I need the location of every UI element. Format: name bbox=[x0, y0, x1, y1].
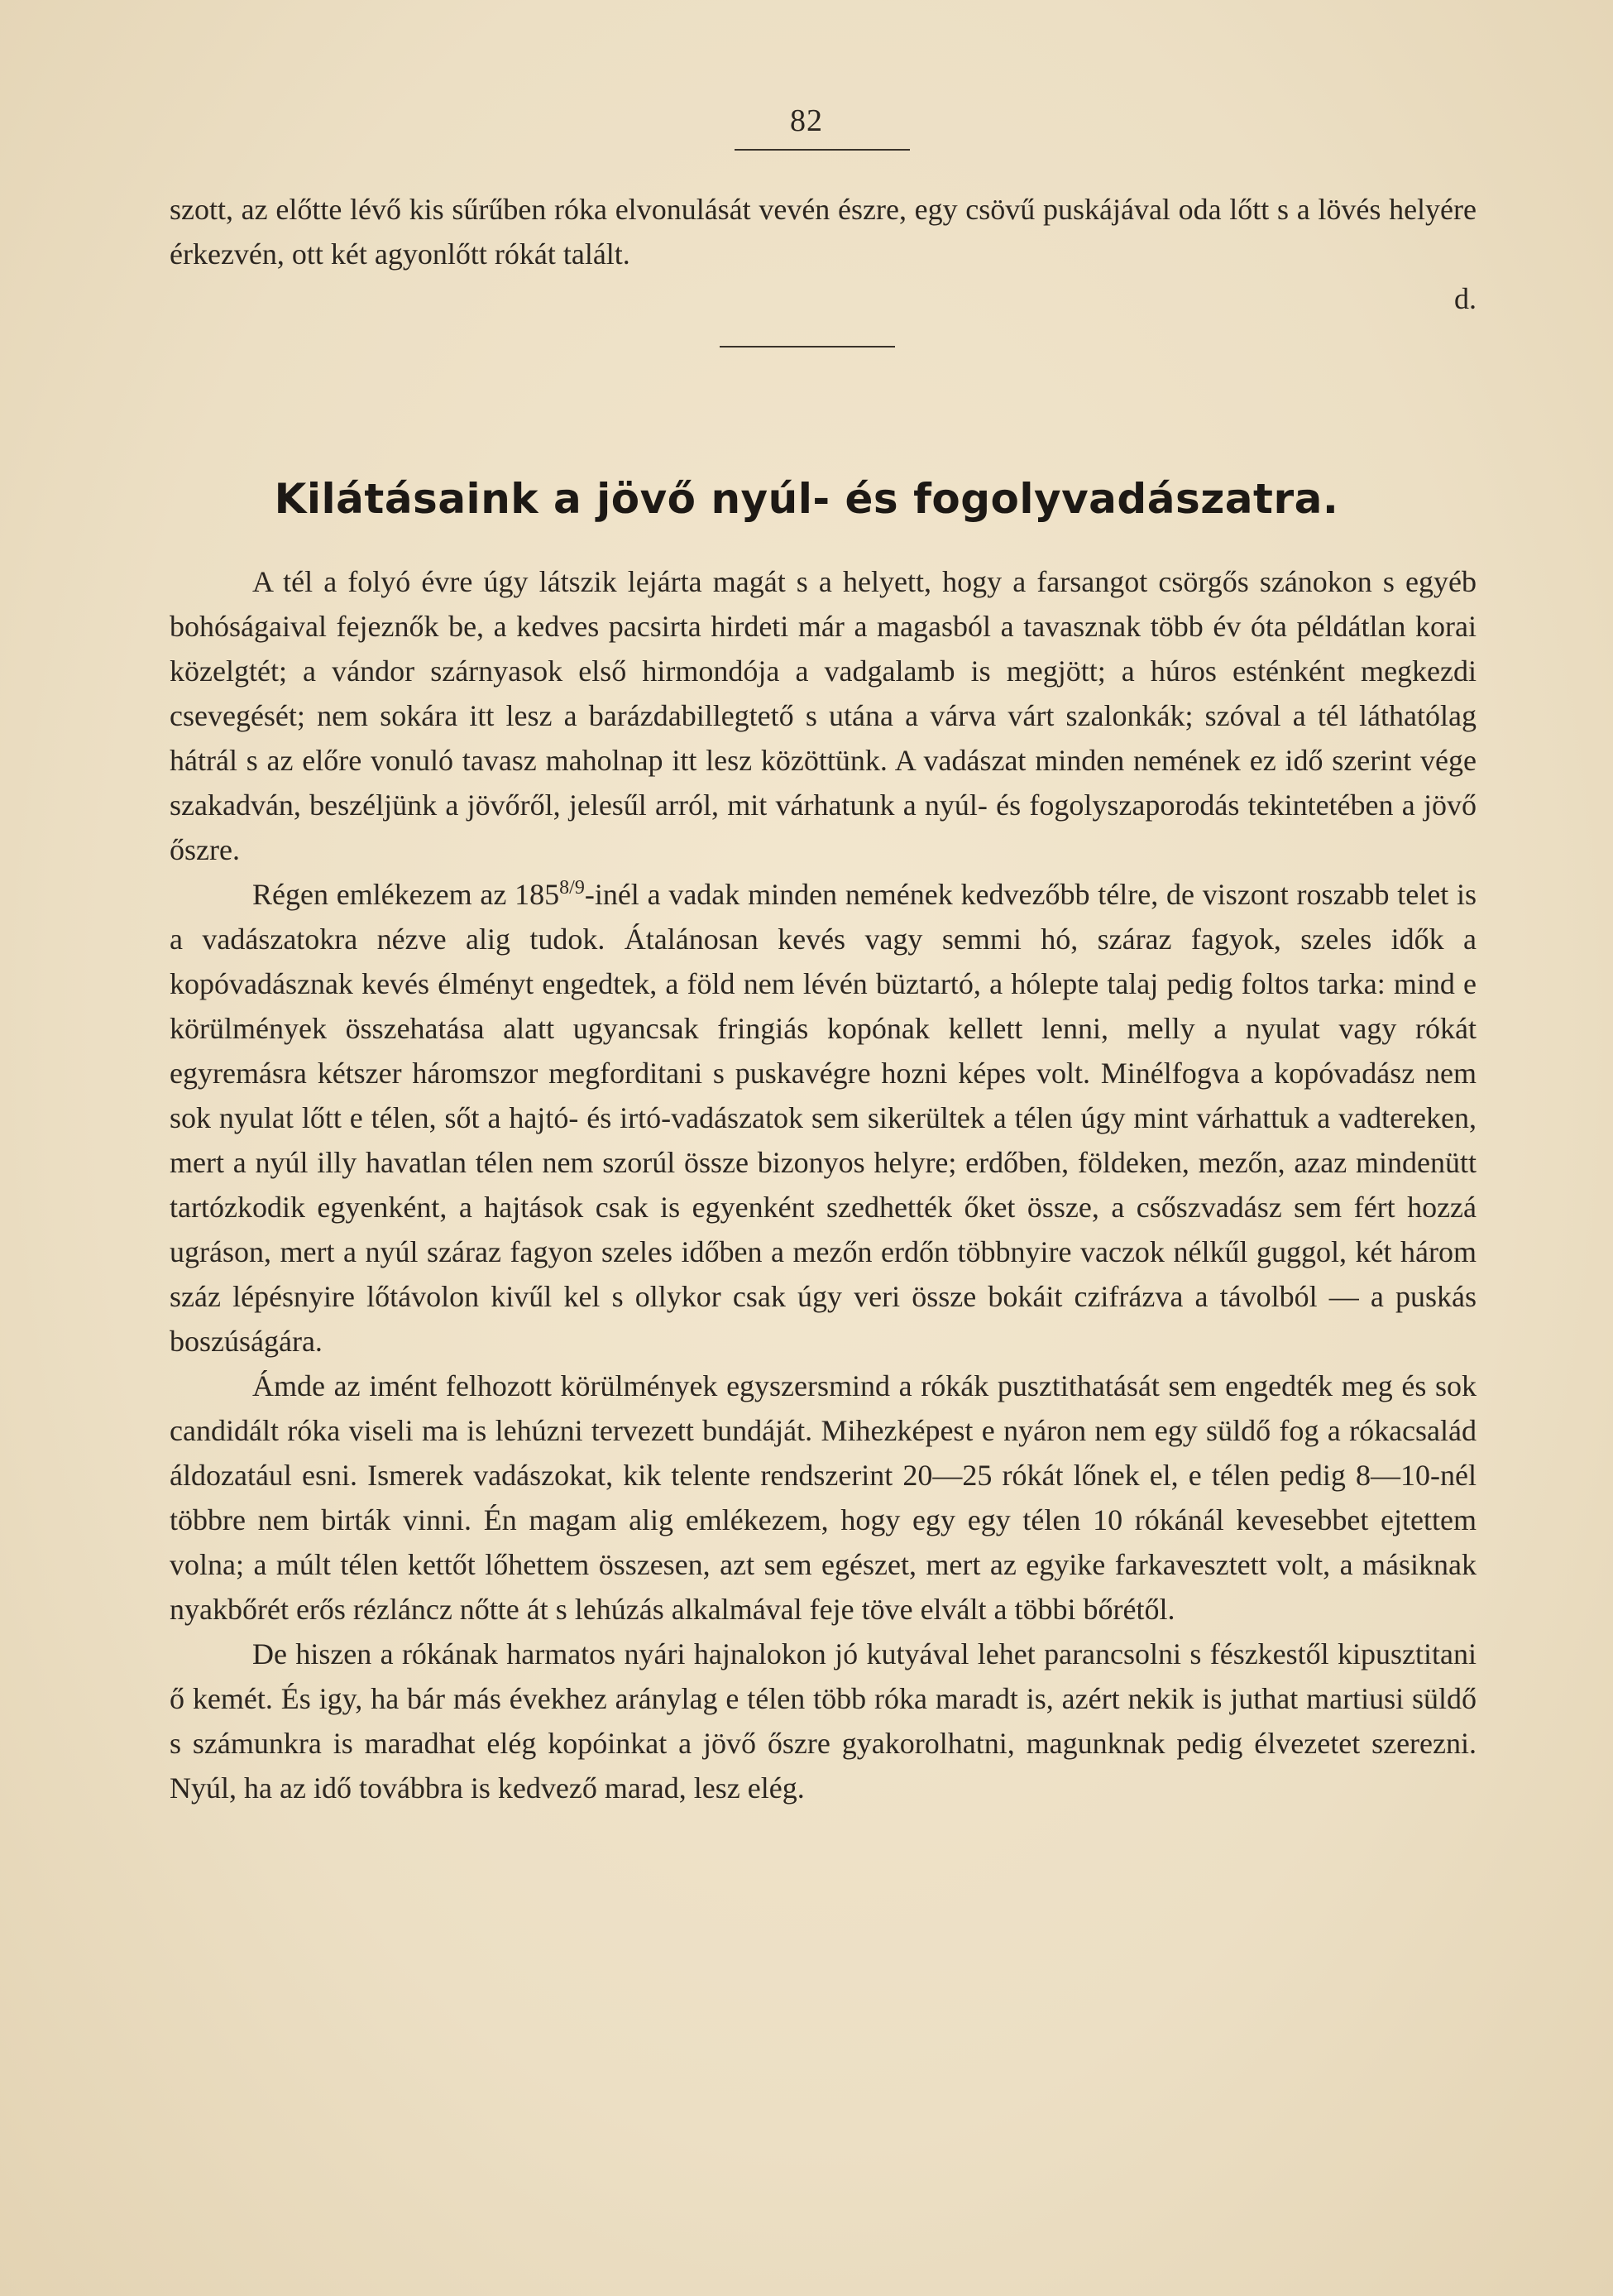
page-number: 82 bbox=[790, 103, 823, 138]
article-body bbox=[170, 559, 1477, 1810]
signature: d. bbox=[1454, 282, 1477, 315]
paragraph-3: Ámde az imént felhozott körülmények egyszersmind a rókák pusztithatását sem engedték meg és sok candidált róka viseli ma is lehúzni tervezett bundáját. Mihezképest e nyáron nem egy süldő fog a rókacsalád áldozatául esni. Ismerek vadászokat, kik telente rendszerint 20—25 rókát lőnek el, e télen pedig 8—10-nél többre nem birták vinni. Én magam alig emlékezem, hogy egy egy télen 10 rókánál kevesebbet ejtettem volna; a múlt télen kettőt lőhettem összesen, azt sem egészet, mert az egyike farkavesztett volt, a másiknak nyakbőrét erős rézláncz nőtte át s lehúzás alkalmával feje töve elvált a többi bőrétől. bbox=[170, 1369, 1477, 1626]
intro-paragraph: szott, az előtte lévő kis sűrűben róka elvonulását vevén észre, egy csövű puskájával oda lőtt s a lövés helyére érkezvén, ott két agyonlőtt rókát talált. bbox=[170, 193, 1477, 271]
paragraph-1: A tél a folyó évre úgy látszik lejárta magát s a helyett, hogy a farsangot csörgős szánokon s egyéb bohóságaival fejeznők be, a kedves pacsirta hirdeti már a magasból a tavasznak több év óta példátlan korai közelgtét; a vándor szárnyasok első hirmondója a vadgalamb is megjött; a húros esténként megkezdi csevegését; nem sokára itt lesz a barázdabillegtető s utána a várva várt szalonkák; szóval a tél láthatólag hátrál s az előre vonuló tavasz maholnap itt lesz közöttünk. A vadászat minden nemének ez idő szerint vége szakadván, beszéljünk a jövőről, jelesűl arról, mit várhatunk a nyúl- és fogolyszaporodás tekintetében a jövő őszre. bbox=[170, 565, 1477, 866]
section-divider bbox=[720, 346, 895, 348]
paragraph-4: De hiszen a rókának harmatos nyári hajnalokon jó kutyával lehet parancsolni s fészkestől kipusztitani ő kemét. És igy, ha bár más évekhez aránylag e télen több róka maradt is, azért nekik is juthat martiusi süldő s számunkra is maradhat elég kopóinkat a jövő őszre gyakorolhatni, magunknak pedig élvezetet szerezni. Nyúl, ha az idő továbbra is kedvező marad, lesz elég. bbox=[170, 1637, 1477, 1805]
year-fraction: 8/9 bbox=[559, 877, 585, 899]
paragraph-2-start: Régen emlékezem az 185 bbox=[252, 878, 560, 911]
article-title: Kilátásaink a jövő nyúl- és fogolyvadászatra. bbox=[274, 475, 1339, 523]
paragraph-2-rest: -inél a vadak minden nemének kedvezőbb télre, de viszont roszabb telet is a vadászatokra nézve alig tudok. Átalánosan kevés vagy semmi hó, száraz fagyok, szeles idők a kopóvadásznak kevés élményt engedtek, a föld nem lévén büztartó, a hólepte talaj pedig foltos tarka: mind e körülmények összehatása alatt ugyancsak fringiás kopónak kellett lenni, melly a nyulat vagy rókát egyremásra kétszer háromszor megforditani s puskavégre hozni képes volt. Minélfogva a kopóvadász nem sok nyulat lőtt e télen, sőt a hajtó- és irtó-vadászatok sem sikerültek a télen úgy mint várhattuk a vadtereken, mert a nyúl illy havatlan télen nem szorúl össze bizonyos helyre; erdőben, földeken, mezőn, azaz mindenütt tartózkodik egyenként, a hajtások csak is egyenként szedhették őket össze, a csőszvadász sem fért hozzá ugráson, mert a nyúl száraz fagyon szeles időben a mezőn erdőn többnyire vaczok nélkűl guggol, két három száz lépésnyire lőtávolon kivűl kel s ollykor csak úgy veri össze bokáit czifrázva a távolból — a puskás boszúságára. bbox=[170, 878, 1477, 1358]
paragraph-2 bbox=[170, 872, 1477, 1364]
previous-article-ending bbox=[170, 187, 1477, 321]
header-rule bbox=[735, 149, 910, 151]
